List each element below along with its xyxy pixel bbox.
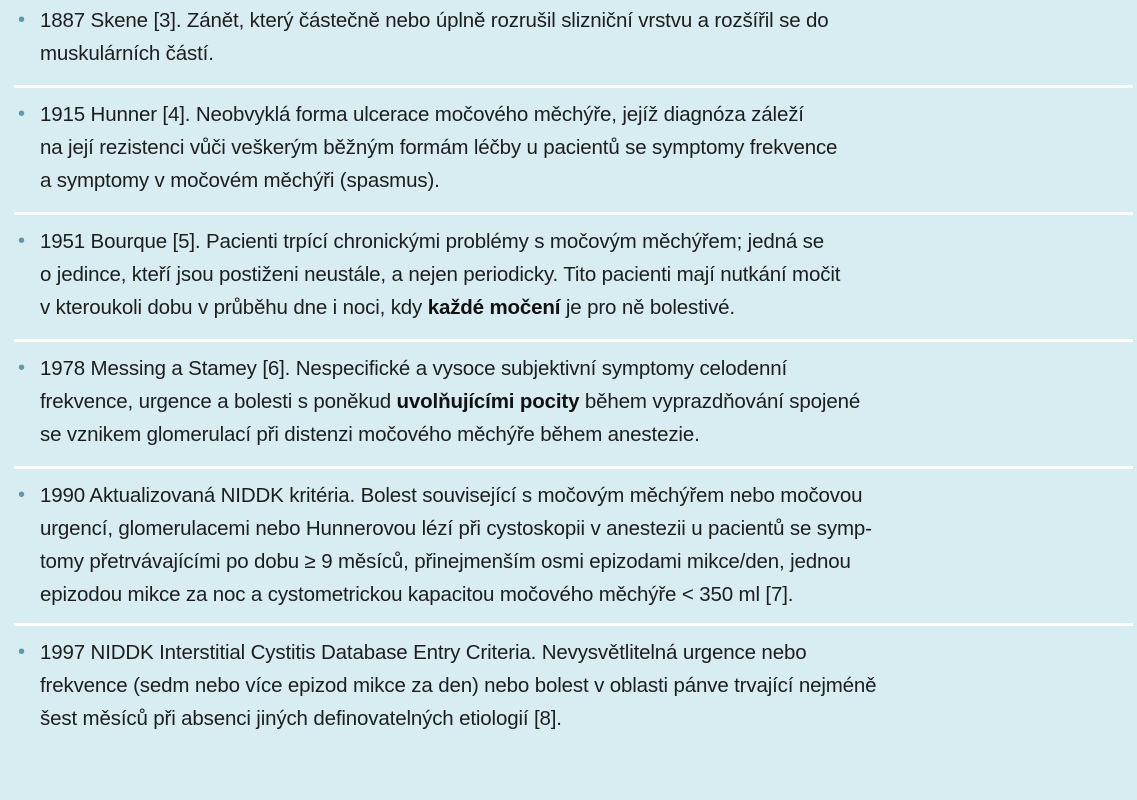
text-segment: během vyprazdňování spojené: [579, 390, 861, 413]
text-line: 1915 Hunner [4]. Neobvyklá forma ulcerace močového měchýře, jejíž diagnóza záleží: [40, 103, 804, 126]
bullet-icon: •: [18, 641, 25, 663]
definitions-list: [14, 0, 1133, 800]
bullet-icon: •: [18, 103, 25, 125]
text-line: tomy přetrvávajícími po dobu ≥ 9 měsíců, přinejmenším osmi epizodami mikce/den, jednou: [40, 550, 851, 573]
text-line: muskulárních částí.: [40, 42, 214, 65]
text-line: [40, 385, 1133, 418]
text-line: o jedince, kteří jsou postiženi neustále, a nejen periodicky. Tito pacienti mají nutkání močit: [40, 263, 841, 286]
text-line: frekvence (sedm nebo více epizod mikce za den) nebo bolest v oblasti pánve trvající nejméně: [40, 674, 877, 697]
text-line: na její rezistenci vůči veškerým běžným formám léčby u pacientů se symptomy frekvence: [40, 136, 838, 159]
list-item: [14, 342, 1133, 469]
text-line: urgencí, glomerulacemi nebo Hunnerovou lézí při cystoskopii v anestezii u pacientů se symp-: [40, 517, 872, 540]
list-item: [14, 88, 1133, 215]
bullet-icon: •: [18, 484, 25, 506]
emphasis-text: uvolňujícími pocity: [396, 390, 580, 413]
text-segment: je pro ně bolestivé.: [560, 296, 735, 319]
list-item: [14, 215, 1133, 342]
text-line: [40, 291, 1133, 324]
text-line: šest měsíců při absenci jiných definovatelných etiologií [8].: [40, 707, 562, 730]
emphasis-text: každé močení: [427, 296, 561, 319]
text-line: 1887 Skene [3]. Zánět, který částečně nebo úplně rozrušil slizniční vrstvu a rozšířil se do: [40, 9, 829, 32]
text-line: epizodou mikce za noc a cystometrickou kapacitou močového měchýře < 350 ml [7].: [40, 583, 794, 606]
text-line: 1978 Messing a Stamey [6]. Nespecifické a vysoce subjektivní symptomy celodenní: [40, 357, 788, 380]
text-line: a symptomy v močovém měchýři (spasmus).: [40, 169, 440, 192]
text-line: 1990 Aktualizovaná NIDDK kritéria. Bolest související s močovým měchýřem nebo močovou: [40, 484, 863, 507]
list-item: [14, 469, 1133, 626]
text-segment: frekvence, urgence a bolesti s poněkud: [40, 390, 397, 413]
list-item: [14, 0, 1133, 88]
text-segment: v kteroukoli dobu v průběhu dne i noci, kdy: [40, 296, 428, 319]
text-line: se vznikem glomerulací při distenzi močového měchýře během anestezie.: [40, 423, 700, 446]
bullet-icon: •: [18, 357, 25, 379]
bullet-icon: •: [18, 9, 25, 31]
text-line: 1951 Bourque [5]. Pacienti trpící chronickými problémy s močovým měchýřem; jedná se: [40, 230, 824, 253]
bullet-icon: •: [18, 230, 25, 252]
list-item: [14, 626, 1133, 800]
text-line: 1997 NIDDK Interstitial Cystitis Database Entry Criteria. Nevysvětlitelná urgence nebo: [40, 641, 807, 664]
